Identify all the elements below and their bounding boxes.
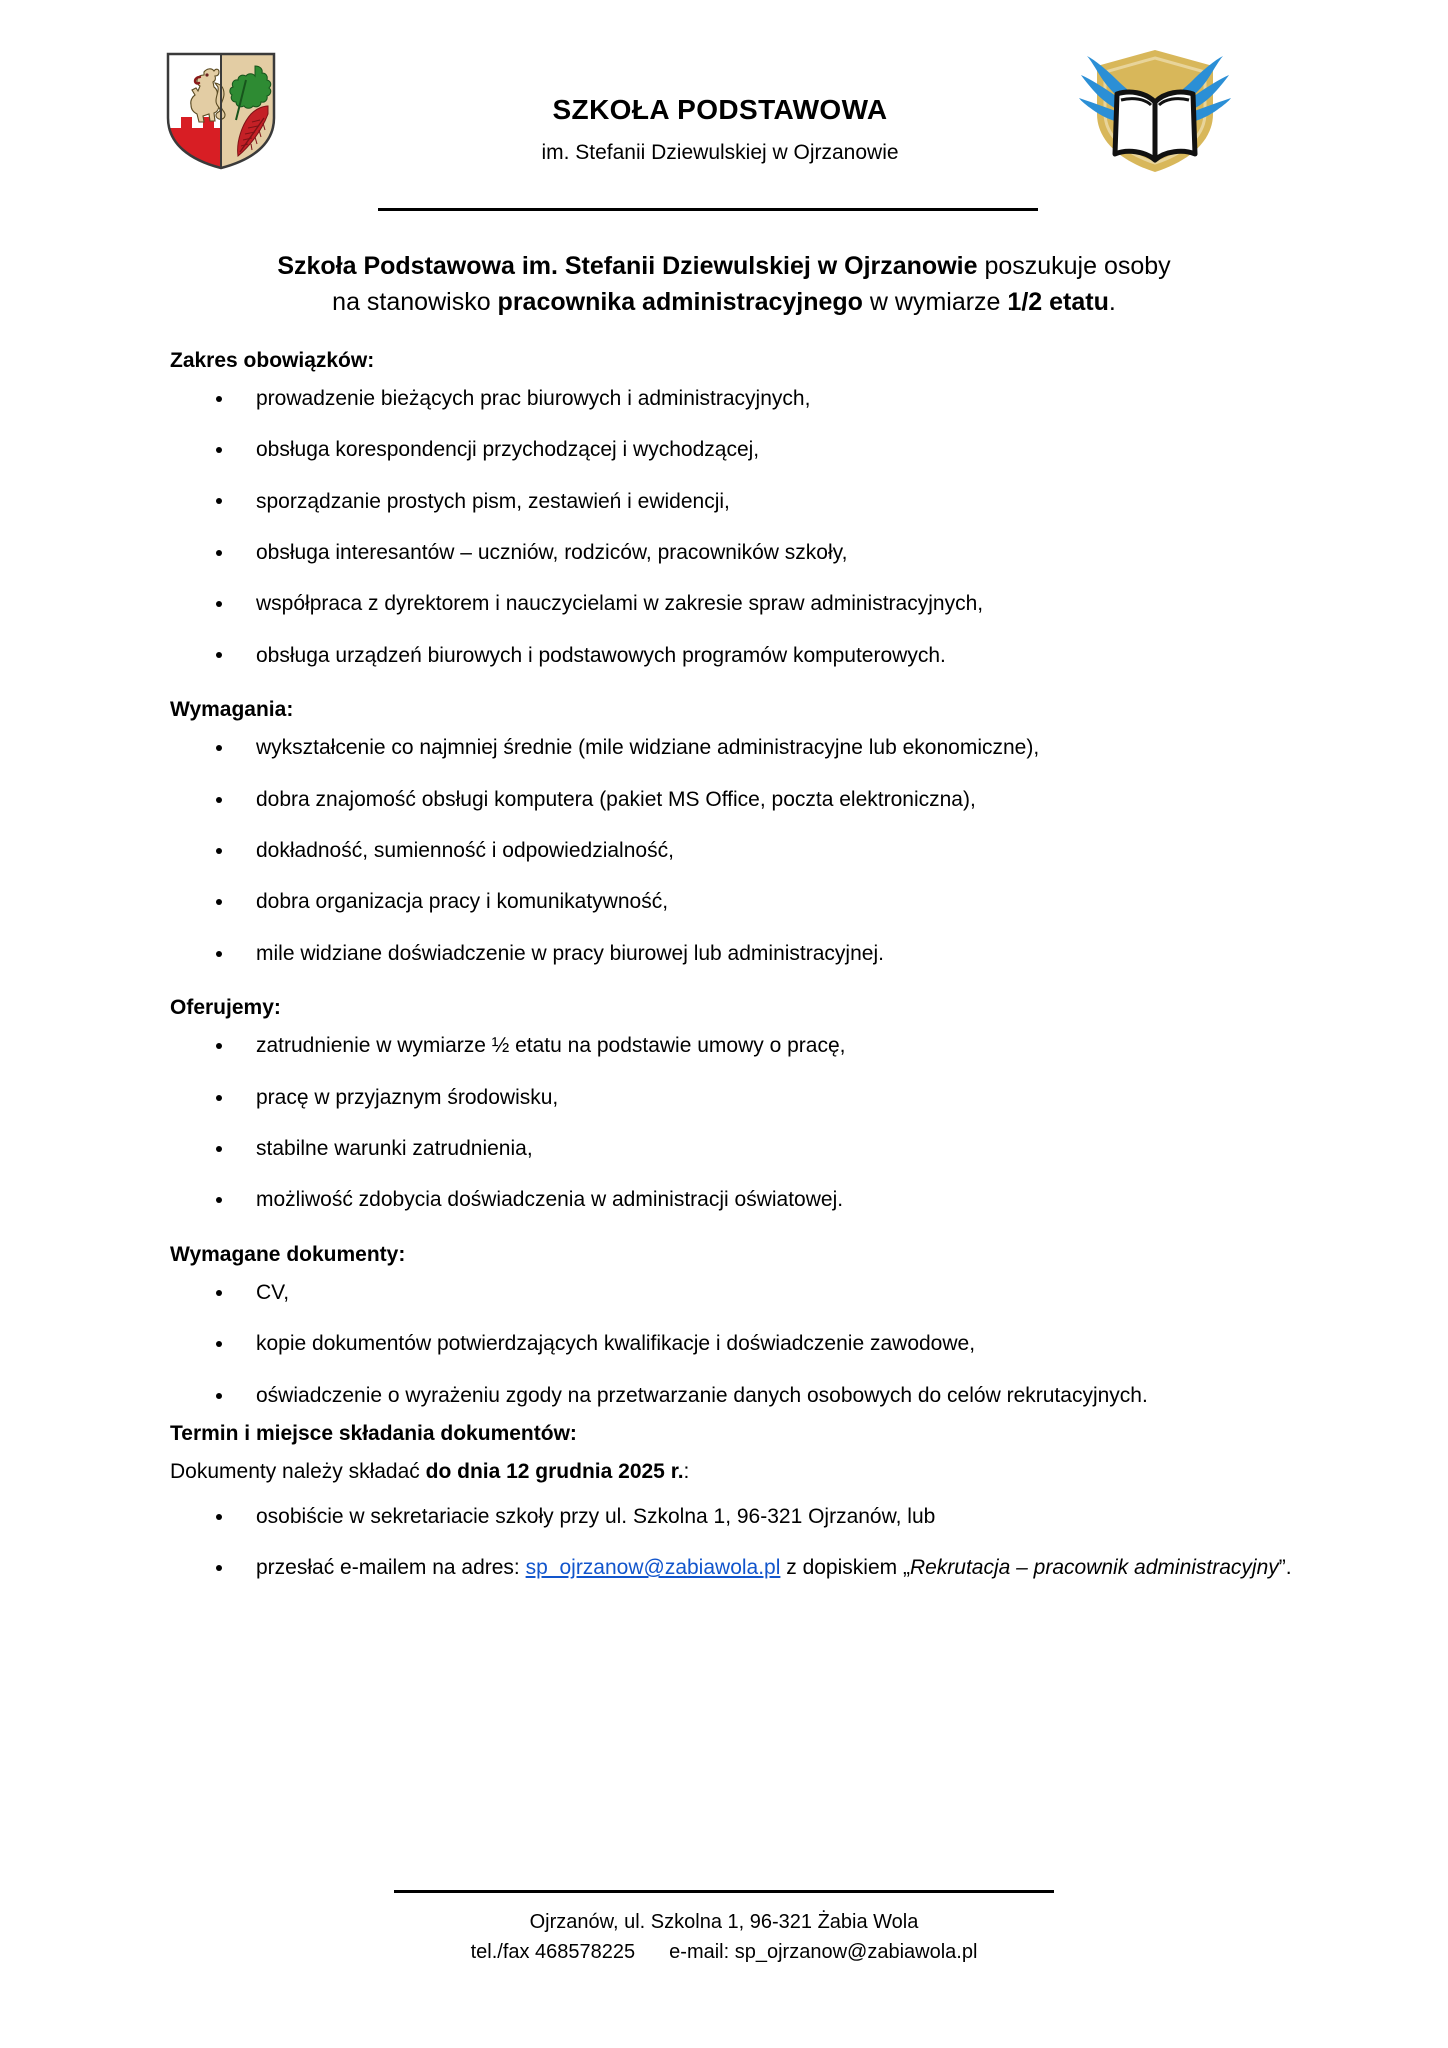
footer-phone: tel./fax 468578225 <box>470 1941 636 1963</box>
intro-line2-end: . <box>1108 288 1116 317</box>
header-title-block <box>380 92 1060 166</box>
section-offer <box>0 994 1448 1215</box>
document-header <box>0 0 1448 180</box>
bullet-icon <box>216 951 222 957</box>
footer-address: Ojrzanów, ul. Szkolna 1, 96-321 Żabia Wola <box>529 1911 919 1933</box>
document-body <box>0 240 1448 1582</box>
list-item <box>170 1330 1328 1358</box>
offer-list <box>170 1032 1328 1214</box>
list-item <box>170 1279 1328 1307</box>
list-item-label: CV, <box>256 1281 290 1305</box>
list-item <box>170 940 1328 968</box>
header-divider <box>378 208 1038 211</box>
list-item-label: mile widziane doświadczenie w pracy biurowej lub administracyjnej. <box>256 941 884 965</box>
list-item <box>170 888 1328 916</box>
intro-fte: 1/2 etatu <box>1007 288 1109 317</box>
section-duties <box>0 347 1448 670</box>
list-item-label: prowadzenie bieżących prac biurowych i administracyjnych, <box>256 386 811 410</box>
list-item <box>170 1503 1328 1531</box>
list-item <box>170 1382 1328 1410</box>
list-item-label: możliwość zdobycia doświadczenia w administracji oświatowej. <box>256 1188 844 1212</box>
email-item-mid: z dopiskiem „ <box>780 1556 910 1580</box>
intro-paragraph <box>174 240 1274 321</box>
section-documents <box>0 1241 1448 1410</box>
list-item <box>170 642 1328 670</box>
section-requirements <box>0 696 1448 968</box>
bullet-icon <box>216 797 222 803</box>
bullet-icon <box>216 1043 222 1049</box>
list-item-label: oświadczenie o wyrażeniu zgody na przetwarzanie danych osobowych do celów rekrutacyjnych. <box>256 1383 1148 1407</box>
bullet-icon <box>216 899 222 905</box>
section-heading-offer: Oferujemy: <box>170 995 281 1019</box>
requirements-list <box>170 734 1328 968</box>
section-heading-requirements: Wymagania: <box>170 697 294 721</box>
list-item-label: wykształcenie co najmniej średnie (mile widziane administracyjne lub ekonomiczne), <box>256 736 1040 760</box>
bullet-icon <box>216 447 222 453</box>
list-item <box>170 786 1328 814</box>
bullet-icon <box>216 1393 222 1399</box>
intro-line2-mid: w wymiarze <box>862 288 1008 317</box>
deadline-sentence <box>170 1458 1328 1486</box>
footer-contact <box>0 1937 1448 1967</box>
email-item-end: ”. <box>1278 1556 1292 1580</box>
deadline-end: : <box>683 1460 690 1484</box>
intro-school-name: Szkoła Podstawowa im. Stefanii Dziewulskiej w Ojrzanowie <box>277 252 978 280</box>
list-item-label: stabilne warunki zatrudnienia, <box>256 1137 533 1160</box>
intro-position: pracownika administracyjnego <box>497 288 863 317</box>
list-item <box>170 1084 1328 1112</box>
school-logo-icon <box>1055 42 1255 177</box>
deadline-pre: Dokumenty należy składać <box>170 1460 426 1484</box>
list-item <box>170 1032 1328 1060</box>
list-item <box>170 436 1328 464</box>
list-item-label: dobra znajomość obsługi komputera (pakiet MS Office, poczta elektroniczna), <box>256 787 976 811</box>
section-heading-documents: Wymagane dokumenty: <box>170 1242 406 1266</box>
intro-line1-rest: poszukuje osoby <box>977 252 1171 280</box>
intro-line-1 <box>174 248 1274 284</box>
list-item <box>170 1186 1328 1214</box>
section-heading-duties: Zakres obowiązków: <box>170 348 375 372</box>
bullet-icon <box>216 1146 222 1152</box>
bullet-icon <box>216 1341 222 1347</box>
submission-list <box>170 1503 1328 1583</box>
list-item-label: dokładność, sumienność i odpowiedzialność, <box>256 838 674 862</box>
list-item-label: pracę w przyjaznym środowisku, <box>256 1085 559 1109</box>
list-item-label: sporządzanie prostych pism, zestawień i ewidencji, <box>256 489 730 513</box>
page-title: SZKOŁA PODSTAWOWA <box>552 94 888 125</box>
list-item <box>170 488 1328 516</box>
footer-divider <box>394 1890 1054 1893</box>
coat-of-arms-icon <box>160 48 282 170</box>
list-item-label: dobra organizacja pracy i komunikatywność, <box>256 890 669 914</box>
list-item <box>170 1554 1328 1582</box>
bullet-icon <box>216 396 222 402</box>
bullet-icon <box>216 1514 222 1520</box>
bullet-icon <box>216 1565 222 1571</box>
list-item <box>170 590 1328 618</box>
intro-line-2 <box>174 284 1274 320</box>
list-item <box>170 1135 1328 1163</box>
footer-email: e-mail: sp_ojrzanow@zabiawola.pl <box>669 1941 978 1963</box>
section-heading-deadline: Termin i miejsce składania dokumentów: <box>170 1422 577 1446</box>
email-item-prefix: przesłać e-mailem na adres: <box>256 1556 526 1580</box>
documents-list <box>170 1279 1328 1410</box>
list-item-label: kopie dokumentów potwierdzających kwalifikacje i doświadczenie zawodowe, <box>256 1332 976 1356</box>
duties-list <box>170 385 1328 670</box>
intro-line2-pre: na stanowisko <box>332 288 498 317</box>
email-link[interactable]: sp_ojrzanow@zabiawola.pl <box>525 1556 781 1580</box>
bullet-icon <box>216 1095 222 1101</box>
bullet-icon <box>216 1290 222 1296</box>
bullet-icon <box>216 498 222 504</box>
list-item-label: obsługa korespondencji przychodzącej i wychodzącej, <box>256 438 760 462</box>
list-item-label: zatrudnienie w wymiarze ½ etatu na podstawie umowy o pracę, <box>256 1034 846 1058</box>
email-subject-note: Rekrutacja – pracownik administracyjny <box>909 1556 1279 1580</box>
bullet-icon <box>216 601 222 607</box>
bullet-icon <box>216 1197 222 1203</box>
document-footer <box>0 1890 1448 1967</box>
section-deadline <box>0 1420 1448 1582</box>
bullet-icon <box>216 745 222 751</box>
bullet-icon <box>216 550 222 556</box>
list-item-label: obsługa interesantów – uczniów, rodziców, pracowników szkoły, <box>256 540 848 564</box>
list-item-label: obsługa urządzeń biurowych i podstawowych programów komputerowych. <box>256 643 946 667</box>
list-item-label: osobiście w sekretariacie szkoły przy ul. Szkolna 1, 96-321 Ojrzanów, lub <box>256 1504 936 1528</box>
list-item <box>170 539 1328 567</box>
list-item <box>170 734 1328 762</box>
bullet-icon <box>216 848 222 854</box>
list-item-label: współpraca z dyrektorem i nauczycielami w zakresie spraw administracyjnych, <box>256 592 984 616</box>
deadline-date: do dnia 12 grudnia 2025 r. <box>425 1460 684 1484</box>
list-item <box>170 385 1328 413</box>
list-item <box>170 837 1328 865</box>
page-subtitle: im. Stefanii Dziewulskiej w Ojrzanowie <box>541 141 899 164</box>
bullet-icon <box>216 652 222 658</box>
